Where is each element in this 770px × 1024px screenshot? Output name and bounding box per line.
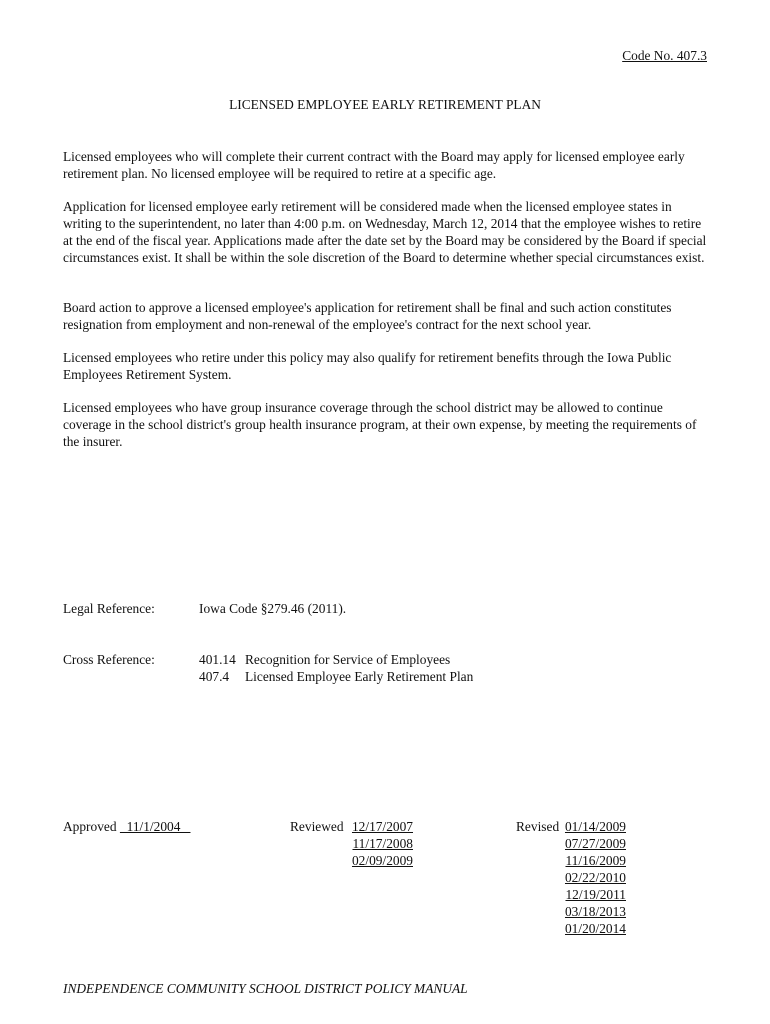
approved-date: 11/1/2004 bbox=[119, 819, 191, 834]
approved-line bbox=[63, 818, 190, 835]
paragraph-application: Application for licensed employee early retirement will be considered made when the licensed employee states in writing to the superintendent, no later than 4:00 p.m. on Wednesday, March 12, 2014 that the employee wishes to retire at the end of the fiscal year. Applications made after the date set by the Board may be considered by the Board if special circumstances exist. It shall be within the sole discretion of the Board to determine whether special circumstances exist. bbox=[63, 199, 707, 265]
policy-title: LICENSED EMPLOYEE EARLY RETIREMENT PLAN bbox=[229, 97, 541, 112]
cross-reference-code: 401.14 bbox=[199, 652, 236, 667]
revised-date: 11/16/2009 bbox=[565, 853, 626, 868]
cross-reference-code: 407.4 bbox=[199, 669, 230, 684]
revised-date: 02/22/2010 bbox=[564, 870, 626, 885]
revised-date: 03/18/2013 bbox=[564, 904, 626, 919]
reviewed-label: Reviewed bbox=[290, 819, 344, 834]
legal-reference-label: Legal Reference: bbox=[63, 601, 155, 616]
paragraph-board-action: Board action to approve a licensed employee's application for retirement shall be final and such action constitutes resignation from employment and non-renewal of the employee's contract for the next school year. bbox=[63, 300, 672, 332]
paragraph-ipers: Licensed employees who retire under this policy may also qualify for retirement benefits through the Iowa Public Employees Retirement System. bbox=[63, 350, 672, 382]
approved-label: Approved bbox=[63, 819, 117, 834]
revised-dates bbox=[565, 818, 626, 937]
code-number: Code No. 407.3 bbox=[622, 48, 707, 63]
paragraph-eligibility: Licensed employees who will complete their current contract with the Board may apply for licensed employee early retirement plan. No licensed employee will be required to retire at a specific age. bbox=[63, 149, 685, 181]
cross-reference-title: Recognition for Service of Employees bbox=[245, 652, 451, 667]
legal-reference-value: Iowa Code §279.46 (2011). bbox=[199, 601, 347, 616]
paragraph-insurance: Licensed employees who have group insurance coverage through the school district may be allowed to continue coverage in the school district's group health insurance program, at their own expense, by meeting the requirements of the insurer. bbox=[63, 400, 697, 449]
revised-label: Revised bbox=[516, 819, 560, 834]
revised-date: 01/14/2009 bbox=[564, 819, 626, 834]
revised-date: 07/27/2009 bbox=[564, 836, 626, 851]
manual-footer: INDEPENDENCE COMMUNITY SCHOOL DISTRICT POLICY MANUAL bbox=[63, 981, 468, 996]
reviewed-dates bbox=[352, 818, 413, 869]
reviewed-date: 02/09/2009 bbox=[351, 853, 413, 868]
reviewed-date: 11/17/2008 bbox=[352, 836, 413, 851]
revised-date: 01/20/2014 bbox=[564, 921, 626, 936]
revised-date: 12/19/2011 bbox=[565, 887, 626, 902]
cross-reference-label: Cross Reference: bbox=[63, 652, 155, 667]
cross-reference-title: Licensed Employee Early Retirement Plan bbox=[245, 669, 474, 684]
reviewed-date: 12/17/2007 bbox=[351, 819, 413, 834]
